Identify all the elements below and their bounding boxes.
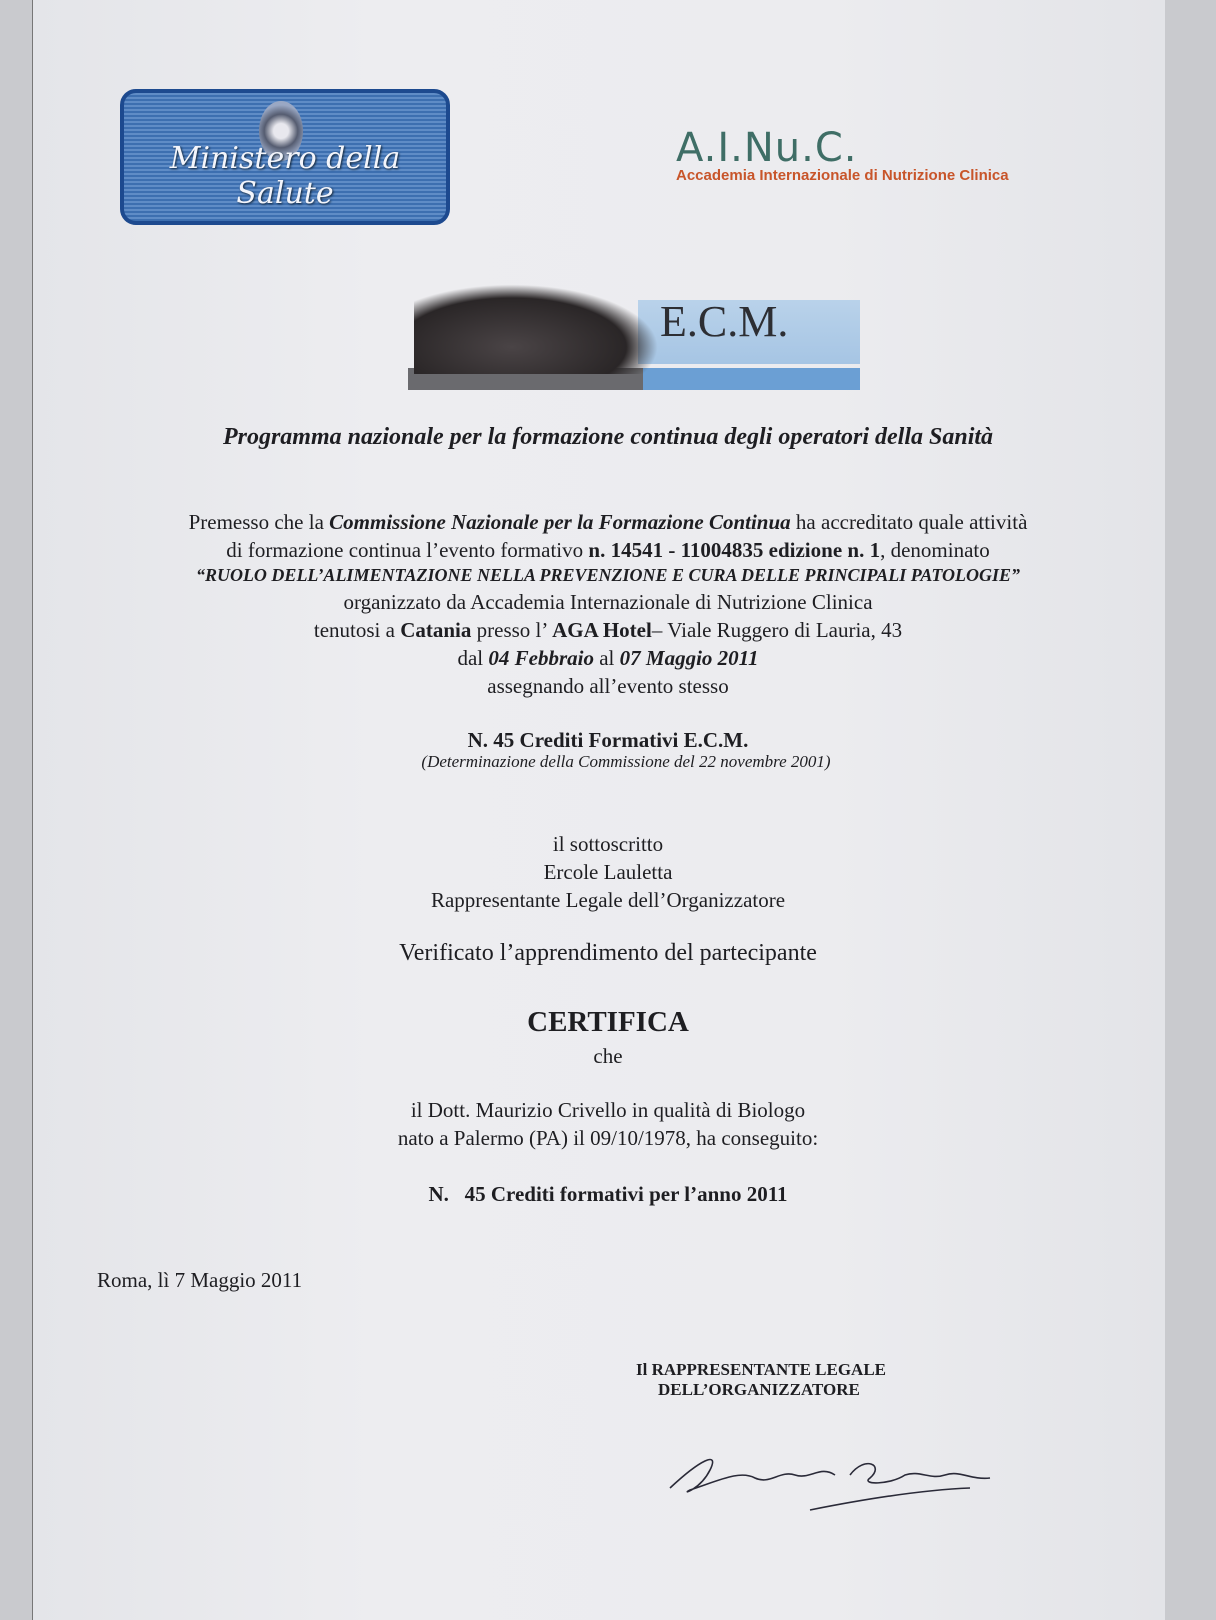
text: di formazione continua l’evento formativo bbox=[226, 538, 589, 562]
venue-line bbox=[0, 616, 1216, 644]
people-image-icon bbox=[414, 284, 659, 374]
certifica-heading: CERTIFICA bbox=[527, 1006, 689, 1038]
premise-line-2 bbox=[0, 536, 1216, 564]
verified-line: Verificato l’apprendimento del partecipante bbox=[399, 940, 817, 966]
legal-rep-line-2: DELL’ORGANIZZATORE bbox=[658, 1380, 860, 1399]
city: Catania bbox=[400, 618, 472, 642]
signatory-role: Rappresentante Legale dell’Organizzatore bbox=[430, 888, 786, 912]
determination-note: (Determinazione della Commissione del 22 novembre 2001) bbox=[421, 752, 831, 771]
address: – Viale Ruggero di Lauria, 43 bbox=[651, 618, 903, 642]
start-date: 04 Febbraio bbox=[488, 646, 594, 670]
handwritten-signature bbox=[660, 1450, 1020, 1520]
che-line: che bbox=[593, 1044, 623, 1068]
ministero-logo-text: Ministero della Salute bbox=[169, 141, 401, 211]
signatory-name: Ercole Lauletta bbox=[543, 860, 673, 884]
participant-line-1: il Dott. Maurizio Crivello in qualità di Biologo bbox=[410, 1098, 806, 1122]
ecm-logo bbox=[408, 284, 860, 402]
document-title: Programma nazionale per la formazione continua degli operatori della Sanità bbox=[222, 424, 994, 450]
text: ha accreditato quale attività bbox=[790, 510, 1028, 534]
credits-year: N. 45 Crediti formativi per l’anno 2011 bbox=[428, 1182, 788, 1206]
place-date: Roma, lì 7 Maggio 2011 bbox=[97, 1268, 303, 1292]
ainuc-mark: A.I.Nu.C. bbox=[676, 125, 858, 171]
signature-stroke-icon bbox=[660, 1450, 1020, 1520]
venue: AGA Hotel bbox=[552, 618, 652, 642]
event-number: n. 14541 - 11004835 edizione n. 1 bbox=[588, 538, 881, 562]
signatory-intro: il sottoscritto bbox=[552, 832, 664, 856]
text: tenutosi a bbox=[313, 618, 401, 642]
premise-line-1 bbox=[0, 508, 1216, 536]
text: , denominato bbox=[880, 538, 990, 562]
dates-line bbox=[0, 644, 1216, 672]
legal-rep-line-1: Il RAPPRESENTANTE LEGALE bbox=[636, 1360, 887, 1379]
participant-line-2: nato a Palermo (PA) il 09/10/1978, ha conseguito: bbox=[397, 1126, 819, 1150]
commission-name: Commissione Nazionale per la Formazione Continua bbox=[329, 510, 791, 534]
ainuc-full-name: Accademia Internazionale di Nutrizione Clinica bbox=[676, 167, 1009, 184]
text: al bbox=[593, 646, 620, 670]
end-date: 07 Maggio 2011 bbox=[619, 646, 759, 670]
text: presso l’ bbox=[471, 618, 553, 642]
event-name: “RUOLO DELL’ALIMENTAZIONE NELLA PREVENZIONE E CURA DELLE PRINCIPALI PATOLOGIE” bbox=[195, 565, 1021, 585]
certificate-paper bbox=[32, 0, 1165, 1620]
ainuc-logo bbox=[676, 125, 1009, 184]
ecm-credits: N. 45 Crediti Formativi E.C.M. bbox=[467, 728, 749, 752]
ministero-salute-logo bbox=[120, 89, 450, 225]
assigning-line: assegnando all’evento stesso bbox=[487, 674, 729, 698]
ecm-label: E.C.M. bbox=[660, 297, 789, 346]
text: Premesso che la bbox=[188, 510, 330, 534]
organizer-line: organizzato da Accademia Internazionale di Nutrizione Clinica bbox=[343, 590, 873, 614]
legal-rep-label bbox=[636, 1360, 886, 1400]
text: dal bbox=[457, 646, 489, 670]
